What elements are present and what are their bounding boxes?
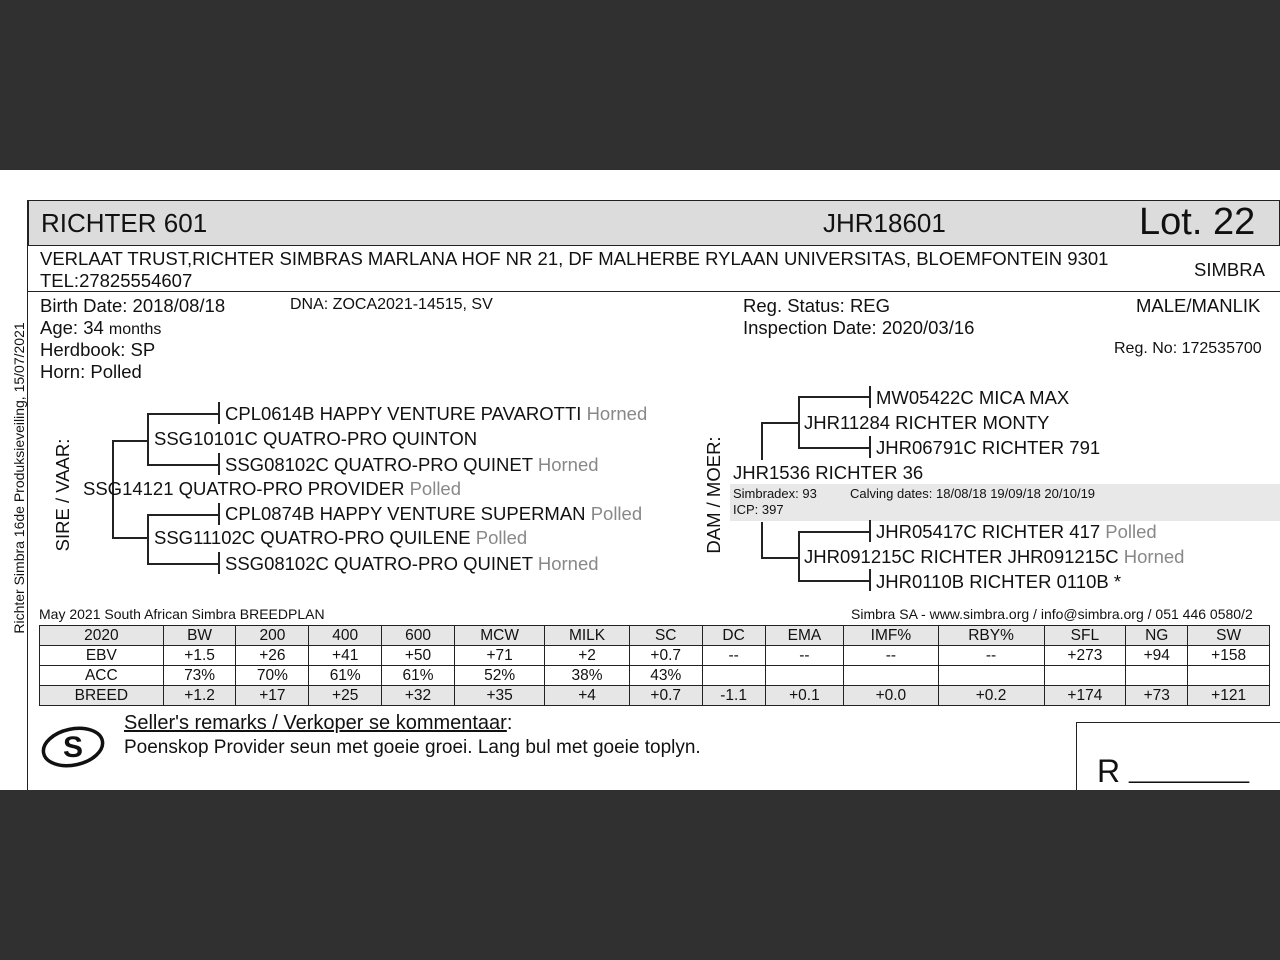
col-header: RBY%	[938, 626, 1044, 646]
dna-info: DNA: ZOCA2021-14515, SV	[290, 296, 493, 313]
col-header: EMA	[765, 626, 844, 646]
table-cell: 38%	[545, 666, 630, 686]
sire-sire-dam: SSG08102C QUATRO-PRO QUINET Horned	[225, 454, 599, 475]
table-cell: +35	[454, 686, 544, 706]
owner-address: VERLAAT TRUST,RICHTER SIMBRAS MARLANA HOF NR 21, DF MALHERBE RYLAAN UNIVERSITAS, BLOEMFONTEIN 9301	[40, 248, 1109, 269]
table-cell	[1126, 666, 1188, 686]
table-cell: --	[844, 646, 938, 666]
price-blank[interactable]: _________	[1129, 757, 1250, 784]
table-cell: 61%	[382, 666, 455, 686]
registration-code: JHR18601	[823, 208, 946, 238]
acc-row	[40, 666, 1270, 686]
table-cell: ACC	[40, 666, 164, 686]
col-header: SC	[629, 626, 702, 646]
table-cell	[1188, 666, 1270, 686]
table-cell	[1044, 666, 1126, 686]
dam-dam-dam: JHR0110B RICHTER 0110B *	[876, 571, 1122, 592]
table-cell: +71	[454, 646, 544, 666]
sire-label: SIRE / VAAR:	[52, 438, 73, 552]
col-header: MILK	[545, 626, 630, 646]
table-cell: +1.5	[163, 646, 236, 666]
sex: MALE/MANLIK	[1136, 295, 1261, 316]
price-box[interactable]	[1076, 722, 1280, 790]
sire-name: SSG14121 QUATRO-PRO PROVIDER Polled	[83, 478, 462, 499]
calving-dates: Calving dates: 18/08/18 19/09/18 20/10/19	[850, 486, 1096, 501]
col-header: 600	[382, 626, 455, 646]
ebv-row	[40, 646, 1270, 666]
sire-dam-sire: CPL0874B HAPPY VENTURE SUPERMAN Polled	[225, 503, 643, 524]
col-header: NG	[1126, 626, 1188, 646]
table-cell	[702, 666, 765, 686]
sire-dam: SSG11102C QUATRO-PRO QUILENE Polled	[154, 527, 528, 548]
col-header: SFL	[1044, 626, 1126, 646]
catalogue-page	[0, 170, 1280, 790]
dam-name: JHR1536 RICHTER 36	[733, 462, 924, 483]
table-cell: 61%	[309, 666, 382, 686]
sire-sire-sire: CPL0614B HAPPY VENTURE PAVAROTTI Horned	[225, 403, 648, 424]
sire-sire: SSG10101C QUATRO-PRO QUINTON	[154, 428, 478, 449]
dam-dam-sire: JHR05417C RICHTER 417 Polled	[876, 521, 1157, 542]
table-cell: EBV	[40, 646, 164, 666]
ebv-table	[39, 625, 1270, 706]
lot-number: Lot. 22	[1139, 201, 1256, 243]
breed-row	[40, 686, 1270, 706]
table-cell: +25	[309, 686, 382, 706]
lot-card	[27, 200, 1280, 790]
table-cell: +41	[309, 646, 382, 666]
remarks-text: Poenskop Provider seun met goeie groei. Lang bul met goeie toplyn.	[124, 737, 701, 758]
animal-name: RICHTER 601	[41, 208, 208, 238]
reg-number: Reg. No: 172535700	[1114, 340, 1262, 357]
table-cell	[765, 666, 844, 686]
reg-status: Reg. Status: REG	[743, 295, 891, 316]
col-header: 400	[309, 626, 382, 646]
table-cell: +4	[545, 686, 630, 706]
age	[40, 317, 161, 339]
dam-sire: JHR11284 RICHTER MONTY	[804, 412, 1050, 433]
simbra-logo-icon	[40, 725, 106, 769]
ebv-header-row	[40, 626, 1270, 646]
breedplan-caption: May 2021 South African Simbra BREEDPLAN	[39, 606, 325, 622]
table-cell: +94	[1126, 646, 1188, 666]
col-header: IMF%	[844, 626, 938, 646]
table-cell: +174	[1044, 686, 1126, 706]
inspection-date: Inspection Date: 2020/03/16	[743, 317, 975, 338]
table-cell: +0.2	[938, 686, 1044, 706]
price-label: R	[1097, 753, 1121, 789]
table-cell: --	[765, 646, 844, 666]
owner-block	[28, 246, 1280, 292]
dam-label: DAM / MOER:	[703, 436, 724, 554]
table-cell: --	[938, 646, 1044, 666]
icp: ICP: 397	[733, 502, 784, 517]
col-header: DC	[702, 626, 765, 646]
logo-letter: S	[62, 731, 84, 764]
table-cell: +0.7	[629, 646, 702, 666]
table-cell: +273	[1044, 646, 1126, 666]
col-header: SW	[1188, 626, 1270, 646]
side-caption: Richter Simbra 16de Produksieveiling, 15/07/2021	[11, 322, 27, 634]
table-cell: BREED	[40, 686, 164, 706]
breed-label: SIMBRA	[1194, 259, 1265, 280]
table-cell: +26	[236, 646, 309, 666]
age-value: Age: 34	[40, 317, 104, 338]
table-cell: +121	[1188, 686, 1270, 706]
table-cell: 43%	[629, 666, 702, 686]
remarks-title-wrap	[124, 712, 512, 735]
sire-dam-dam: SSG08102C QUATRO-PRO QUINET Horned	[225, 553, 599, 574]
table-cell: +158	[1188, 646, 1270, 666]
dam-sire-sire: MW05422C MICA MAX	[876, 387, 1070, 408]
owner-phone: TEL:27825554607	[40, 270, 193, 291]
table-cell: +0.0	[844, 686, 938, 706]
dam-sire-dam: JHR06791C RICHTER 791	[876, 437, 1101, 458]
remarks-title: Seller's remarks / Verkoper se kommentaar	[124, 712, 507, 734]
col-header: MCW	[454, 626, 544, 646]
table-cell: 73%	[163, 666, 236, 686]
herdbook: Herdbook: SP	[40, 339, 156, 360]
table-cell: 70%	[236, 666, 309, 686]
table-cell: +73	[1126, 686, 1188, 706]
table-cell: 52%	[454, 666, 544, 686]
table-cell: +0.1	[765, 686, 844, 706]
horn-status: Horn: Polled	[40, 361, 142, 382]
table-cell: +17	[236, 686, 309, 706]
table-cell	[844, 666, 938, 686]
age-unit: months	[108, 321, 162, 338]
table-cell: --	[702, 646, 765, 666]
table-cell: +1.2	[163, 686, 236, 706]
contact-caption: Simbra SA - www.simbra.org / info@simbra.org / 051 446 0580/2	[851, 606, 1253, 622]
dam-dam: JHR091215C RICHTER JHR091215C Horned	[804, 546, 1185, 567]
remarks-colon: :	[506, 712, 513, 734]
table-cell: -1.1	[702, 686, 765, 706]
table-cell: +2	[545, 646, 630, 666]
col-header: 2020	[40, 626, 164, 646]
lot-header	[28, 200, 1280, 246]
table-cell	[938, 666, 1044, 686]
table-cell: +32	[382, 686, 455, 706]
col-header: BW	[163, 626, 236, 646]
birth-date: Birth Date: 2018/08/18	[40, 295, 226, 316]
col-header: 200	[236, 626, 309, 646]
table-cell: +50	[382, 646, 455, 666]
simbradex: Simbradex: 93	[733, 486, 817, 501]
table-cell: +0.7	[629, 686, 702, 706]
